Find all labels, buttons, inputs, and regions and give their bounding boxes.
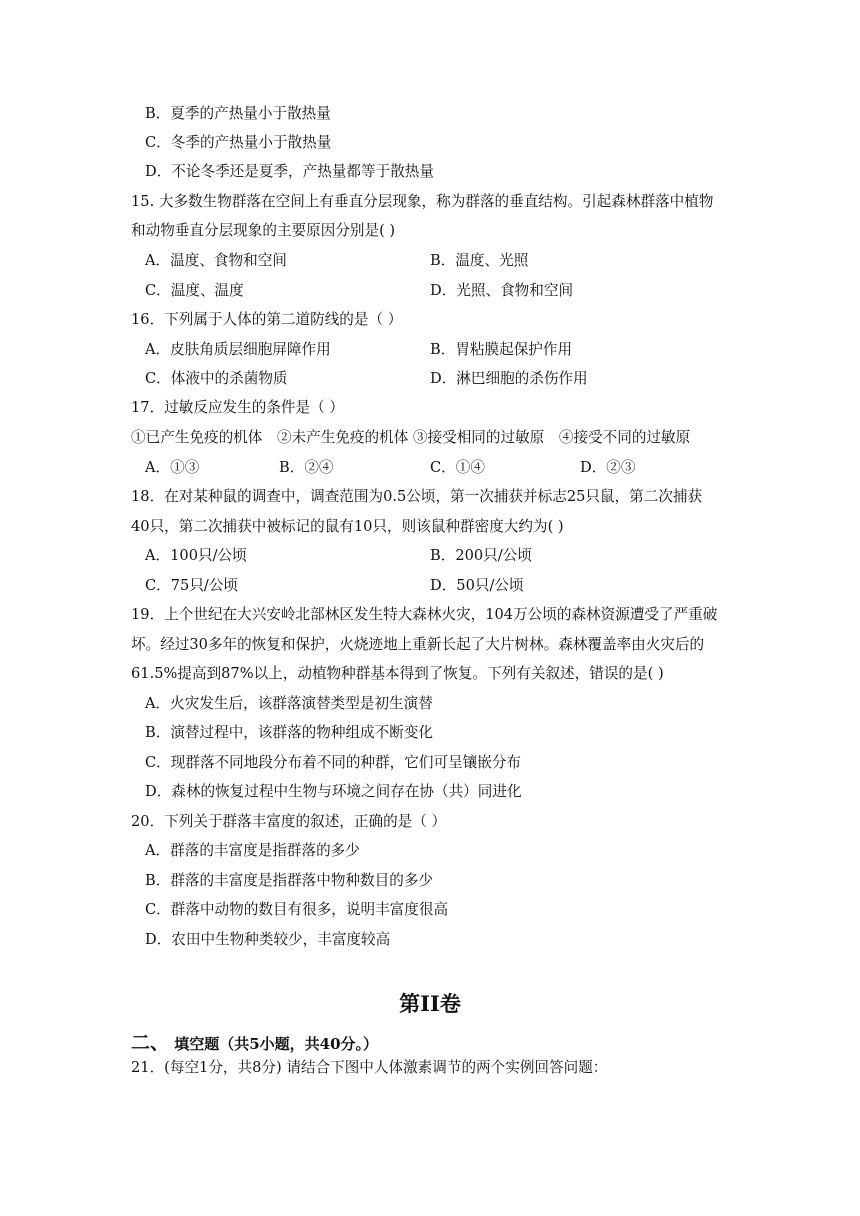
q19-option-d: D．森林的恢复过程中生物与环境之间存在协（共）同进化 (145, 783, 522, 800)
q18-stem-line1: 18．在对某种鼠的调查中，调查范围为0.5公顷，第一次捕获并标志25只鼠，第二次捕获 (131, 488, 703, 505)
q19-stem-line1: 19．上个世纪在大兴安岭北部林区发生特大森林火灾，104万公顷的森林资源遭受了严重破 (131, 606, 718, 623)
part2-heading-text: 填空题（共5小题，共40分。） (169, 1035, 379, 1053)
q15-stem-line2: 和动物垂直分层现象的主要原因分别是( ) (131, 222, 396, 239)
q19-stem-line2: 坏。经过30多年的恢复和保护，火烧迹地上重新长起了大片树林。森林覆盖率由火灾后的 (131, 636, 705, 653)
q16-option-d: D．淋巴细胞的杀伤作用 (430, 370, 588, 387)
q15-option-d: D．光照、食物和空间 (430, 282, 574, 299)
part2-heading (131, 1028, 378, 1055)
q16-option-c: C．体液中的杀菌物质 (145, 370, 288, 387)
q15-option-a: A．温度、食物和空间 (145, 252, 287, 269)
q19-option-a: A．火灾发生后，该群落演替类型是初生演替 (145, 695, 433, 712)
q17-option-d: D．②③ (580, 459, 636, 476)
q17-option-a: A．①③ (145, 459, 200, 476)
q18-option-b: B．200只/公顷 (430, 547, 532, 564)
q19-option-c: C．现群落不同地段分布着不同的种群，它们可呈镶嵌分布 (145, 754, 522, 771)
q20-option-d: D．农田中生物种类较少，丰富度较高 (145, 931, 391, 948)
q18-option-c: C．75只/公顷 (145, 577, 239, 594)
q14-option-b: B．夏季的产热量小于散热量 (145, 105, 331, 122)
q16-option-a: A．皮肤角质层细胞屏障作用 (145, 341, 331, 358)
q17-conditions: ①已产生免疫的机体 ②未产生免疫的机体 ③接受相同的过敏原 ④接受不同的过敏原 (131, 429, 691, 446)
part2-heading-number: 二、 (131, 1032, 170, 1054)
q21-stem: 21．(每空1分，共8分) 请结合下图中人体激素调节的两个实例回答问题： (131, 1059, 608, 1076)
q14-option-d: D．不论冬季还是夏季，产热量都等于散热量 (145, 163, 434, 180)
q15-stem-line1: 15. 大多数生物群落在空间上有垂直分层现象，称为群落的垂直结构。引起森林群落中植物 (131, 193, 714, 210)
part2-title: 第II卷 (399, 991, 461, 1016)
q16-stem: 16．下列属于人体的第二道防线的是（ ） (131, 311, 403, 328)
q17-stem: 17．过敏反应发生的条件是（ ） (131, 399, 344, 416)
q17-option-b: B．②④ (279, 459, 334, 476)
q19-option-b: B．演替过程中，该群落的物种组成不断变化 (145, 724, 434, 741)
q16-option-b: B．胃粘膜起保护作用 (430, 341, 573, 358)
q20-option-a: A．群落的丰富度是指群落的多少 (145, 842, 360, 859)
q18-option-d: D．50只/公顷 (430, 577, 524, 594)
q20-stem: 20．下列关于群落丰富度的叙述，正确的是（ ） (131, 813, 447, 830)
q17-option-c: C．①④ (430, 459, 485, 476)
q19-stem-line3: 61.5%提高到87%以上，动植物种群基本得到了恢复。下列有关叙述，错误的是( ) (131, 665, 664, 682)
q20-option-b: B．群落的丰富度是指群落中物种数目的多少 (145, 872, 434, 889)
q20-option-c: C．群落中动物的数目有很多，说明丰富度很高 (145, 901, 449, 918)
q14-option-c: C．冬季的产热量小于散热量 (145, 134, 332, 151)
q18-option-a: A．100只/公顷 (145, 547, 247, 564)
q15-option-b: B．温度、光照 (430, 252, 529, 269)
q18-stem-line2: 40只，第二次捕获中被标记的鼠有10只，则该鼠种群密度大约为( ) (131, 518, 564, 535)
q15-option-c: C．温度、温度 (145, 282, 244, 299)
